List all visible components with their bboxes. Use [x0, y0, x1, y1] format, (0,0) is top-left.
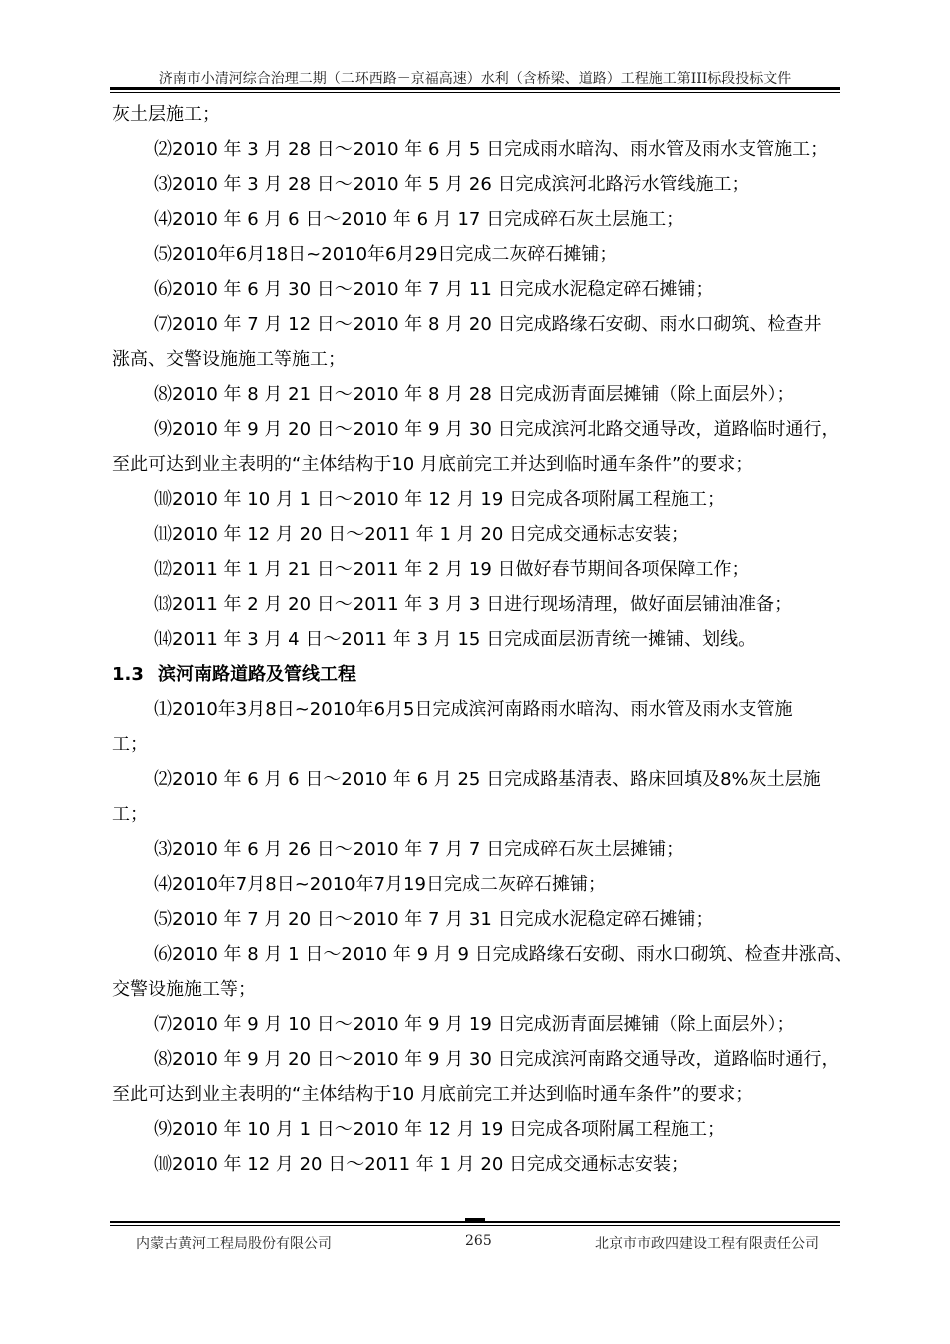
- paragraph-line: ⑸2010 年 7 月 20 日～2010 年 7 月 31 日完成水泥稳定碎石摊铺；: [154, 909, 714, 930]
- paragraph-line: ⑷2010年7月8日~2010年7月19日完成二灰碎石摊铺；: [154, 874, 606, 895]
- paragraph-line: ⑿2011 年 1 月 21 日～2011 年 2 月 19 日做好春节期间各项保障工作；: [154, 559, 750, 580]
- paragraph-line: ⒁2011 年 3 月 4 日～2011 年 3 月 15 日完成面层沥青统一摊铺、划线。: [154, 629, 757, 650]
- paragraph-line: 工；: [112, 804, 148, 825]
- paragraph-line: ⑷2010 年 6 月 6 日～2010 年 6 月 17 日完成碎石灰土层施工；: [154, 209, 685, 230]
- paragraph-line: ⑽2010 年 12 月 20 日～2011 年 1 月 20 日完成交通标志安装；: [154, 1154, 689, 1175]
- footer-company-left: 内蒙古黄河工程局股份有限公司: [136, 1236, 332, 1252]
- paragraph-line: ⑹2010 年 6 月 30 日～2010 年 7 月 11 日完成水泥稳定碎石摊铺；: [154, 279, 714, 300]
- paragraph-line: ⑺2010 年 9 月 10 日～2010 年 9 月 19 日完成沥青面层摊铺（除上面层外）；: [154, 1014, 795, 1035]
- paragraph-line: ⑺2010 年 7 月 12 日～2010 年 8 月 20 日完成路缘石安砌、雨水口砌筑、检查井: [154, 314, 822, 335]
- paragraph-line: 工；: [112, 734, 148, 755]
- paragraph-line: ⑼2010 年 9 月 20 日～2010 年 9 月 30 日完成滨河北路交通导改，道路临时通行，: [154, 419, 840, 440]
- paragraph-line: ⑶2010 年 6 月 26 日～2010 年 7 月 7 日完成碎石灰土层摊铺；: [154, 839, 685, 860]
- header-rule-thin: [110, 92, 840, 93]
- header-rule: [110, 87, 840, 90]
- schedule-list-south-road: [112, 692, 853, 1182]
- paragraph-line: 灰土层施工；: [112, 104, 220, 125]
- paragraph-line: ⑶2010 年 3 月 28 日～2010 年 5 月 26 日完成滨河北路污水管线施工；: [154, 174, 750, 195]
- page-header-title: 济南市小清河综合治理二期（二环西路－京福高速）水利（含桥梁、道路）工程施工第III标段投标文件: [158, 71, 792, 87]
- schedule-list-north-road: [112, 97, 847, 657]
- paragraph-line: 涨高、交警设施施工等施工；: [112, 349, 346, 370]
- paragraph-line: ⑵2010 年 3 月 28 日～2010 年 6 月 5 日完成雨水暗沟、雨水管及雨水支管施工；: [154, 139, 829, 160]
- paragraph-line: ⑹2010 年 8 月 1 日～2010 年 9 月 9 日完成路缘石安砌、雨水口砌筑、检查井涨高、: [154, 944, 853, 965]
- paragraph-line: ⑼2010 年 10 月 1 日～2010 年 12 月 19 日完成各项附属工程施工；: [154, 1119, 725, 1140]
- section-number: 1.3: [112, 664, 144, 685]
- paragraph-line: ⑾2010 年 12 月 20 日～2011 年 1 月 20 日完成交通标志安装；: [154, 524, 689, 545]
- section-heading: [112, 657, 847, 692]
- section-title: 滨河南路道路及管线工程: [158, 664, 356, 685]
- footer-company-right: 北京市市政四建设工程有限责任公司: [595, 1236, 819, 1252]
- paragraph-line: ⑵2010 年 6 月 6 日～2010 年 6 月 25 日完成路基清表、路床回填及8%灰土层施: [154, 769, 821, 790]
- paragraph-line: ⑻2010 年 8 月 21 日～2010 年 8 月 28 日完成沥青面层摊铺（除上面层外）；: [154, 384, 795, 405]
- paragraph-line: 至此可达到业主表明的“主体结构于10 月底前完工并达到临时通车条件”的要求；: [112, 454, 754, 475]
- footer-rule-thin: [110, 1225, 840, 1226]
- footer-center-mark: [465, 1218, 485, 1222]
- paragraph-line: ⑻2010 年 9 月 20 日～2010 年 9 月 30 日完成滨河南路交通导改，道路临时通行，: [154, 1049, 840, 1070]
- paragraph-line: 至此可达到业主表明的“主体结构于10 月底前完工并达到临时通车条件”的要求；: [112, 1084, 754, 1105]
- paragraph-line: ⑴2010年3月8日~2010年6月5日完成滨河南路雨水暗沟、雨水管及雨水支管施: [154, 699, 793, 720]
- document-body: [112, 97, 853, 1182]
- page-number: 265: [465, 1233, 492, 1249]
- paragraph-line: ⒀2011 年 2 月 20 日～2011 年 3 月 3 日进行现场清理，做好面层铺油准备；: [154, 594, 793, 615]
- paragraph-line: ⑽2010 年 10 月 1 日～2010 年 12 月 19 日完成各项附属工程施工；: [154, 489, 725, 510]
- paragraph-line: ⑸2010年6月18日~2010年6月29日完成二灰碎石摊铺；: [154, 244, 618, 265]
- paragraph-line: 交警设施施工等；: [112, 979, 256, 1000]
